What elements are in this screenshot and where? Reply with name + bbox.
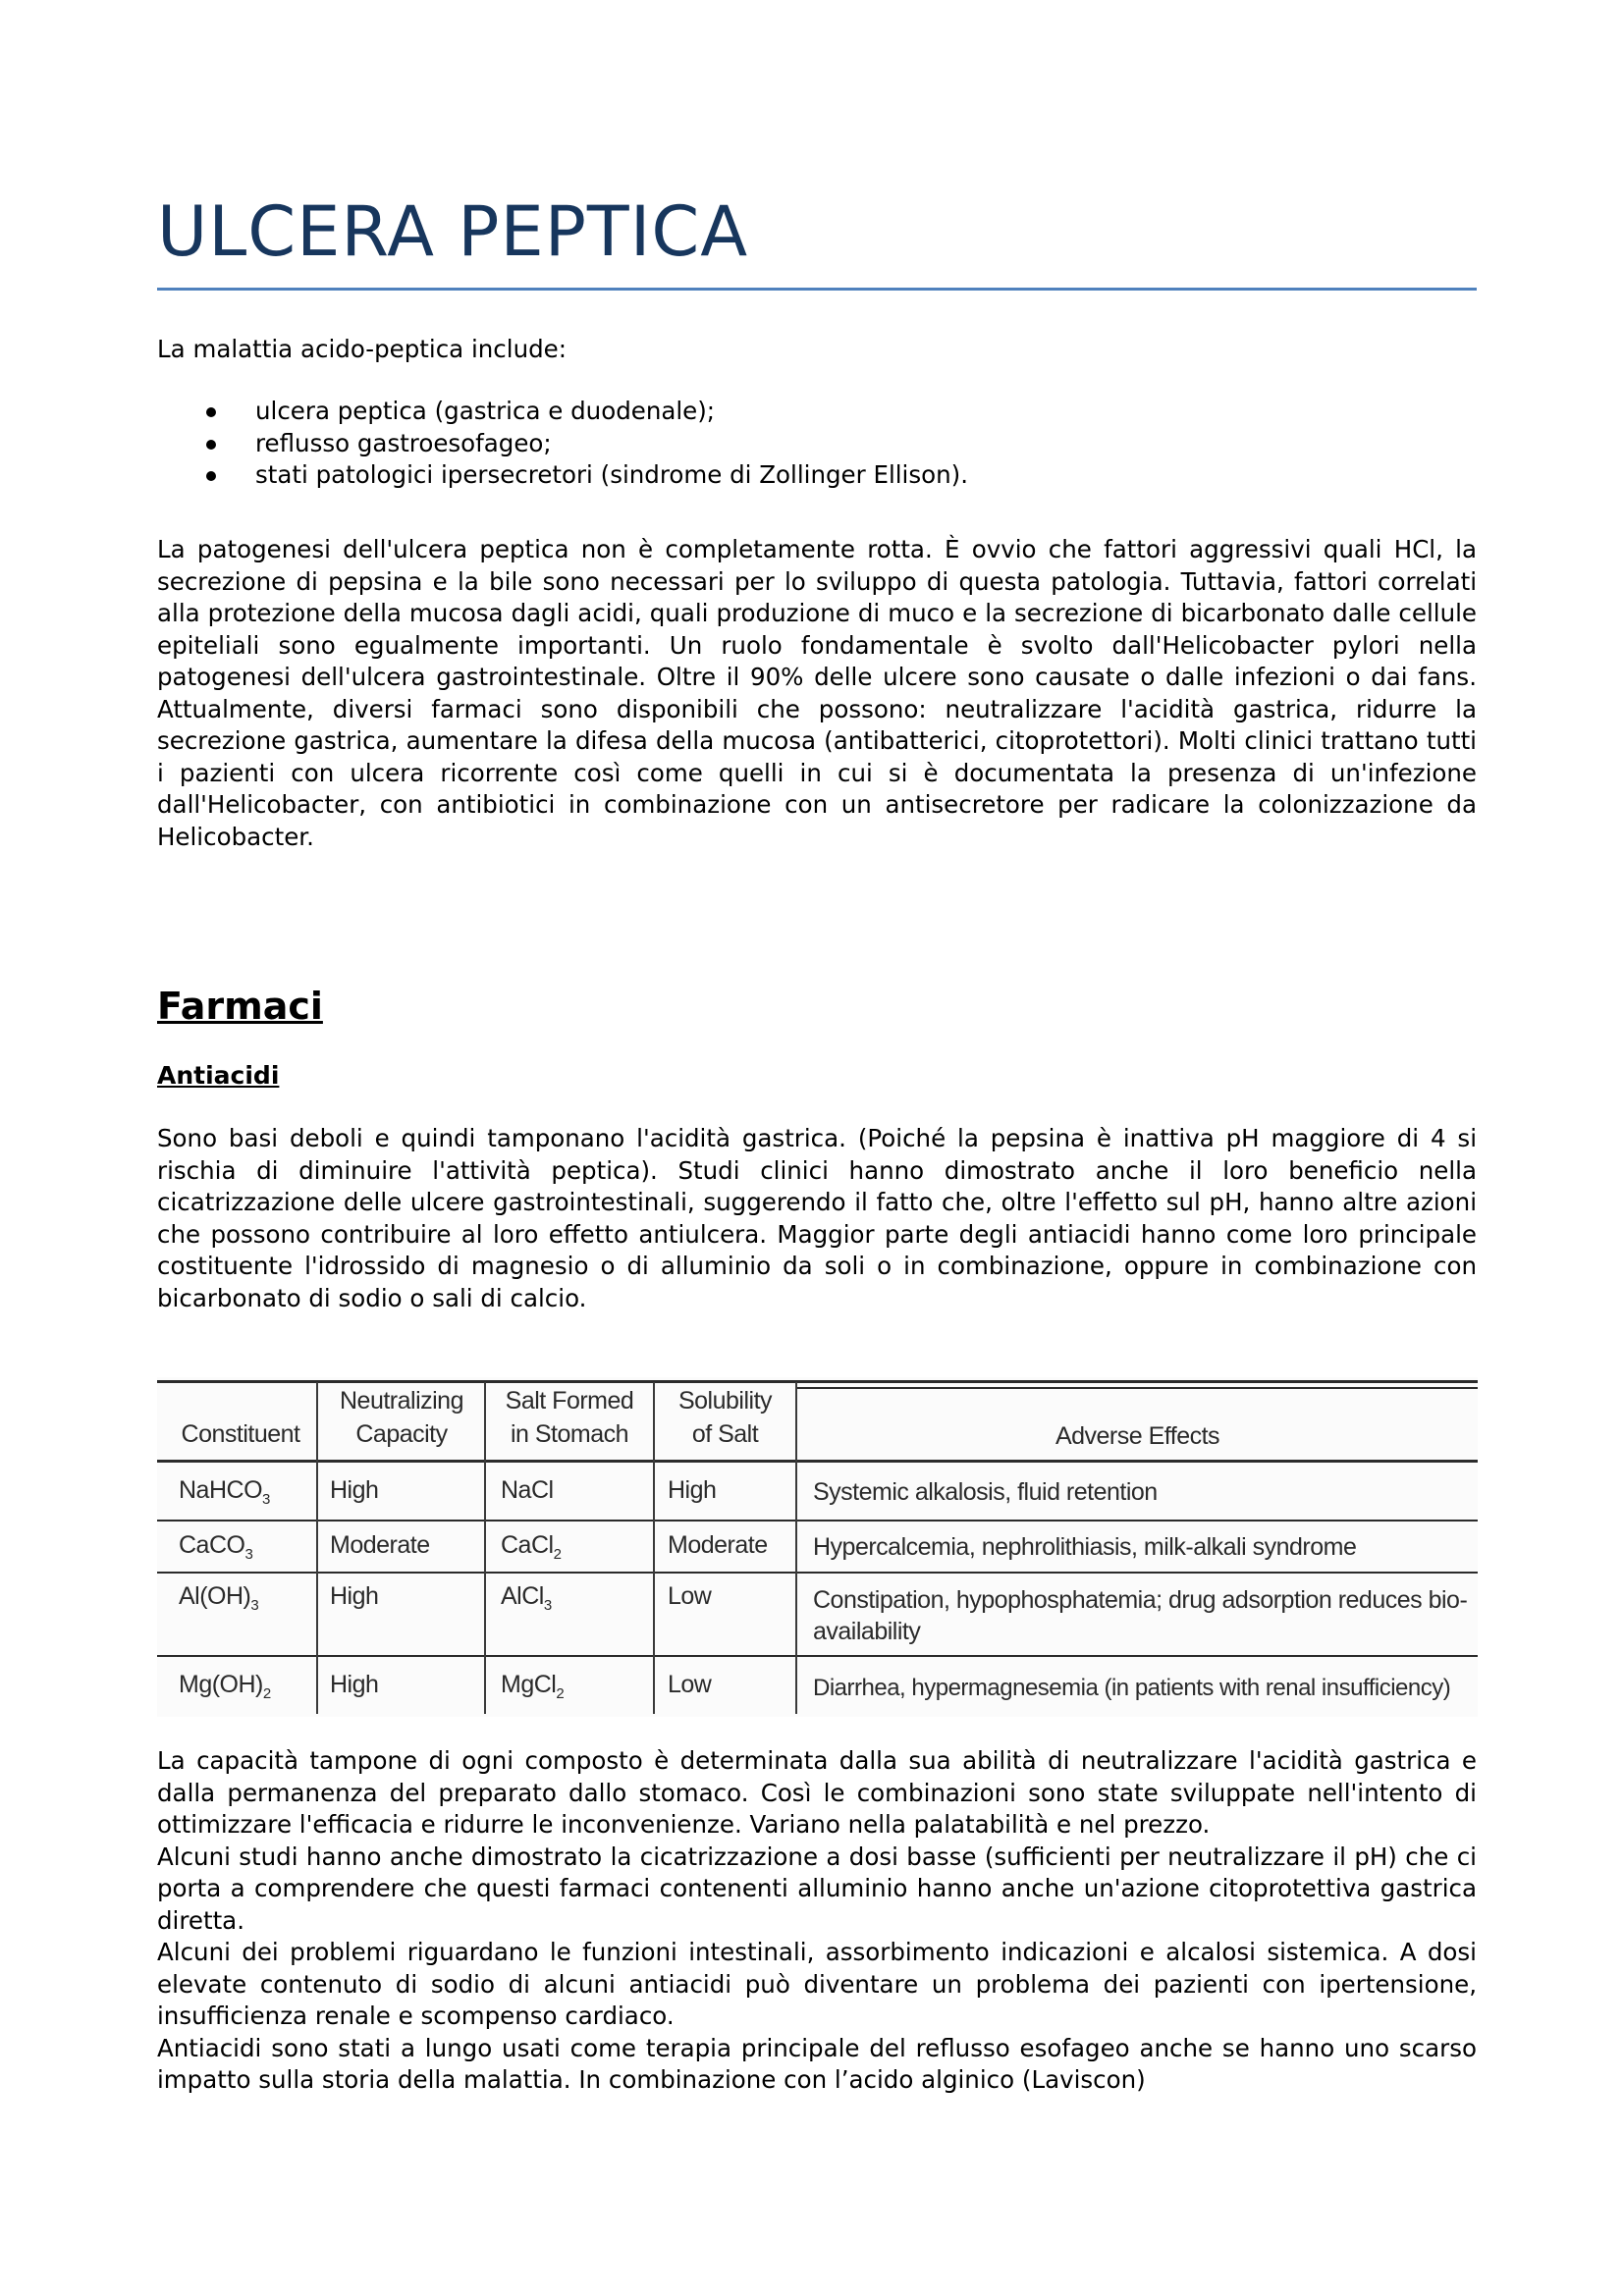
table-rule	[157, 1655, 1478, 1657]
table-column-divider	[484, 1382, 486, 1714]
header-constituent: Constituent	[181, 1420, 300, 1448]
intro-text: La malattia acido-peptica include:	[157, 335, 567, 363]
title-underline	[157, 288, 1477, 291]
table-cell: availability	[813, 1618, 921, 1645]
table-cell: Low	[668, 1582, 712, 1610]
table-cell: High	[330, 1476, 379, 1504]
paragraph-line: Antiacidi sono stati a lungo usati come terapia principale del reflusso esofageo anche se hanno uno scarso impatto sulla storia della malattia. In combinazione con l’acido alginico (Laviscon)	[157, 2033, 1477, 2094]
table-rule	[157, 1572, 1478, 1574]
table-cell: NaHCO$_3$	[179, 1476, 270, 1508]
header-capacity: Neutralizing	[339, 1387, 463, 1415]
table-cell: Low	[668, 1671, 712, 1698]
table-cell: CaCO$_3$	[179, 1531, 253, 1563]
list-item: ulcera peptica (gastrica e duodenale);	[157, 396, 968, 428]
paragraph-line: La capacità tampone di ogni composto è determinata dalla sua abilità di neutralizzare l'acidità gastrica e dalla permanenza del preparato dallo stomaco. Così le combinazioni sono state sviluppate nell'intento di ottimizzare l'efficacia e ridurre le inconvenienze. Variano nella palatabilità e nel prezzo.	[157, 1746, 1477, 1839]
table-rule	[157, 1460, 1478, 1463]
table-cell: MgCl$_2$	[501, 1671, 565, 1702]
table-cell: Systemic alkalosis, fluid retention	[813, 1478, 1158, 1506]
table-column-divider	[316, 1382, 318, 1714]
table-cell: $Al(OH)_3$	[179, 1582, 259, 1614]
header-capacity: Capacity	[355, 1420, 448, 1448]
table-cell: High	[330, 1671, 379, 1698]
table-cell: Moderate	[668, 1531, 768, 1559]
table-cell: Hypercalcemia, nephrolithiasis, milk-alkali syndrome	[813, 1533, 1357, 1561]
bullet-icon	[206, 407, 216, 417]
table-rule	[795, 1387, 1478, 1389]
subsection-heading-antiacidi: Antiacidi	[157, 1061, 280, 1090]
table-cell: Moderate	[330, 1531, 430, 1559]
table-cell: Diarrhea, hypermagnesemia (in patients with renal insufficiency)	[813, 1675, 1451, 1701]
bullet-icon	[206, 440, 216, 450]
list-item: stati patologici ipersecretori (sindrome di Zollinger Ellison).	[157, 459, 968, 492]
bullet-list	[157, 396, 968, 492]
table-cell: Constipation, hypophosphatemia; drug adsorption reduces bio-	[813, 1586, 1468, 1614]
header-adverse-effects: Adverse Effects	[1055, 1422, 1220, 1450]
header-solubility: of Salt	[691, 1420, 759, 1448]
header-salt: in Stomach	[510, 1420, 629, 1448]
table-rule	[157, 1380, 1478, 1383]
paragraph-antacids: Sono basi deboli e quindi tamponano l'acidità gastrica. (Poiché la pepsina è inattiva pH maggiore di 4 si rischia di diminuire l'attività peptica). Studi clinici hanno dimostrato anche il loro beneficio nella cicatrizzazione delle ulcere gastrointestinali, suggerendo il fatto che, oltre l'effetto sul pH, hanno altre azioni che possono contribuire al loro effetto antiulcera. Maggior parte degli antiacidi hanno come loro principale costituente l'idrossido di magnesio o di alluminio da soli o in combinazione, oppure in combinazione con bicarbonato di sodio o sali di calcio.	[157, 1124, 1477, 1312]
section-heading-farmaci: Farmaci	[157, 985, 323, 1028]
antacid-table	[157, 1377, 1478, 1717]
list-item: reflusso gastroesofageo;	[157, 428, 968, 460]
table-cell: NaCl	[501, 1476, 554, 1504]
header-solubility: Solubility	[677, 1387, 773, 1415]
page-title: ULCERA PEPTICA	[157, 191, 749, 272]
table-cell: High	[668, 1476, 717, 1504]
paragraph-pathogenesis: La patogenesi dell'ulcera peptica non è completamente rotta. È ovvio che fattori aggressivi quali HCl, la secrezione di pepsina e la bile sono necessari per lo sviluppo di questa patologia. Tuttavia, fattori correlati alla protezione della mucosa dagli acidi, quali produzione di muco e la secrezione di bicarbonato dalle cellule epiteliali sono egualmente importanti. Un ruolo fondamentale è svolto dall'Helicobacter pylori nella patogenesi dell'ulcera gastrointestinale. Oltre il 90% delle ulcere sono causate o dalle infezioni o dai fans. Attualmente, diversi farmaci sono disponibili che possono: neutralizzare l'acidità gastrica, ridurre la secrezione gastrica, aumentare la difesa della mucosa (antibatterici, citoprotettori). Molti clinici trattano tutti i pazienti con ulcera ricorrente così come quelli in cui si è documentata la presenza di un'infezione dall'Helicobacter, con antibiotici in combinazione con un antisecretore per radicare la colonizzazione da Helicobacter.	[157, 535, 1477, 851]
paragraph-line: Alcuni dei problemi riguardano le funzioni intestinali, assorbimento indicazioni e alcalosi sistemica. A dosi elevate contenuto di sodio di alcuni antiacidi può diventare un problema dei pazienti con ipertensione, insufficienza renale e scompenso cardiaco.	[157, 1938, 1477, 2030]
table-cell: CaCl$_2$	[501, 1531, 562, 1563]
table-rule	[157, 1520, 1478, 1522]
header-salt: Salt Formed	[505, 1387, 634, 1415]
bullet-icon	[206, 471, 216, 481]
table-cell: High	[330, 1582, 379, 1610]
table-cell: AlCl$_3$	[501, 1582, 552, 1614]
paragraph-antacids-continued	[157, 1745, 1477, 2097]
paragraph-line: Alcuni studi hanno anche dimostrato la cicatrizzazione a dosi basse (sufficienti per neutralizzare il pH) che ci porta a comprendere che questi farmaci contenenti alluminio hanno anche un'azione citoprotettiva gastrica diretta.	[157, 1842, 1477, 1935]
table-cell: $Mg(OH)_2$	[179, 1671, 271, 1702]
